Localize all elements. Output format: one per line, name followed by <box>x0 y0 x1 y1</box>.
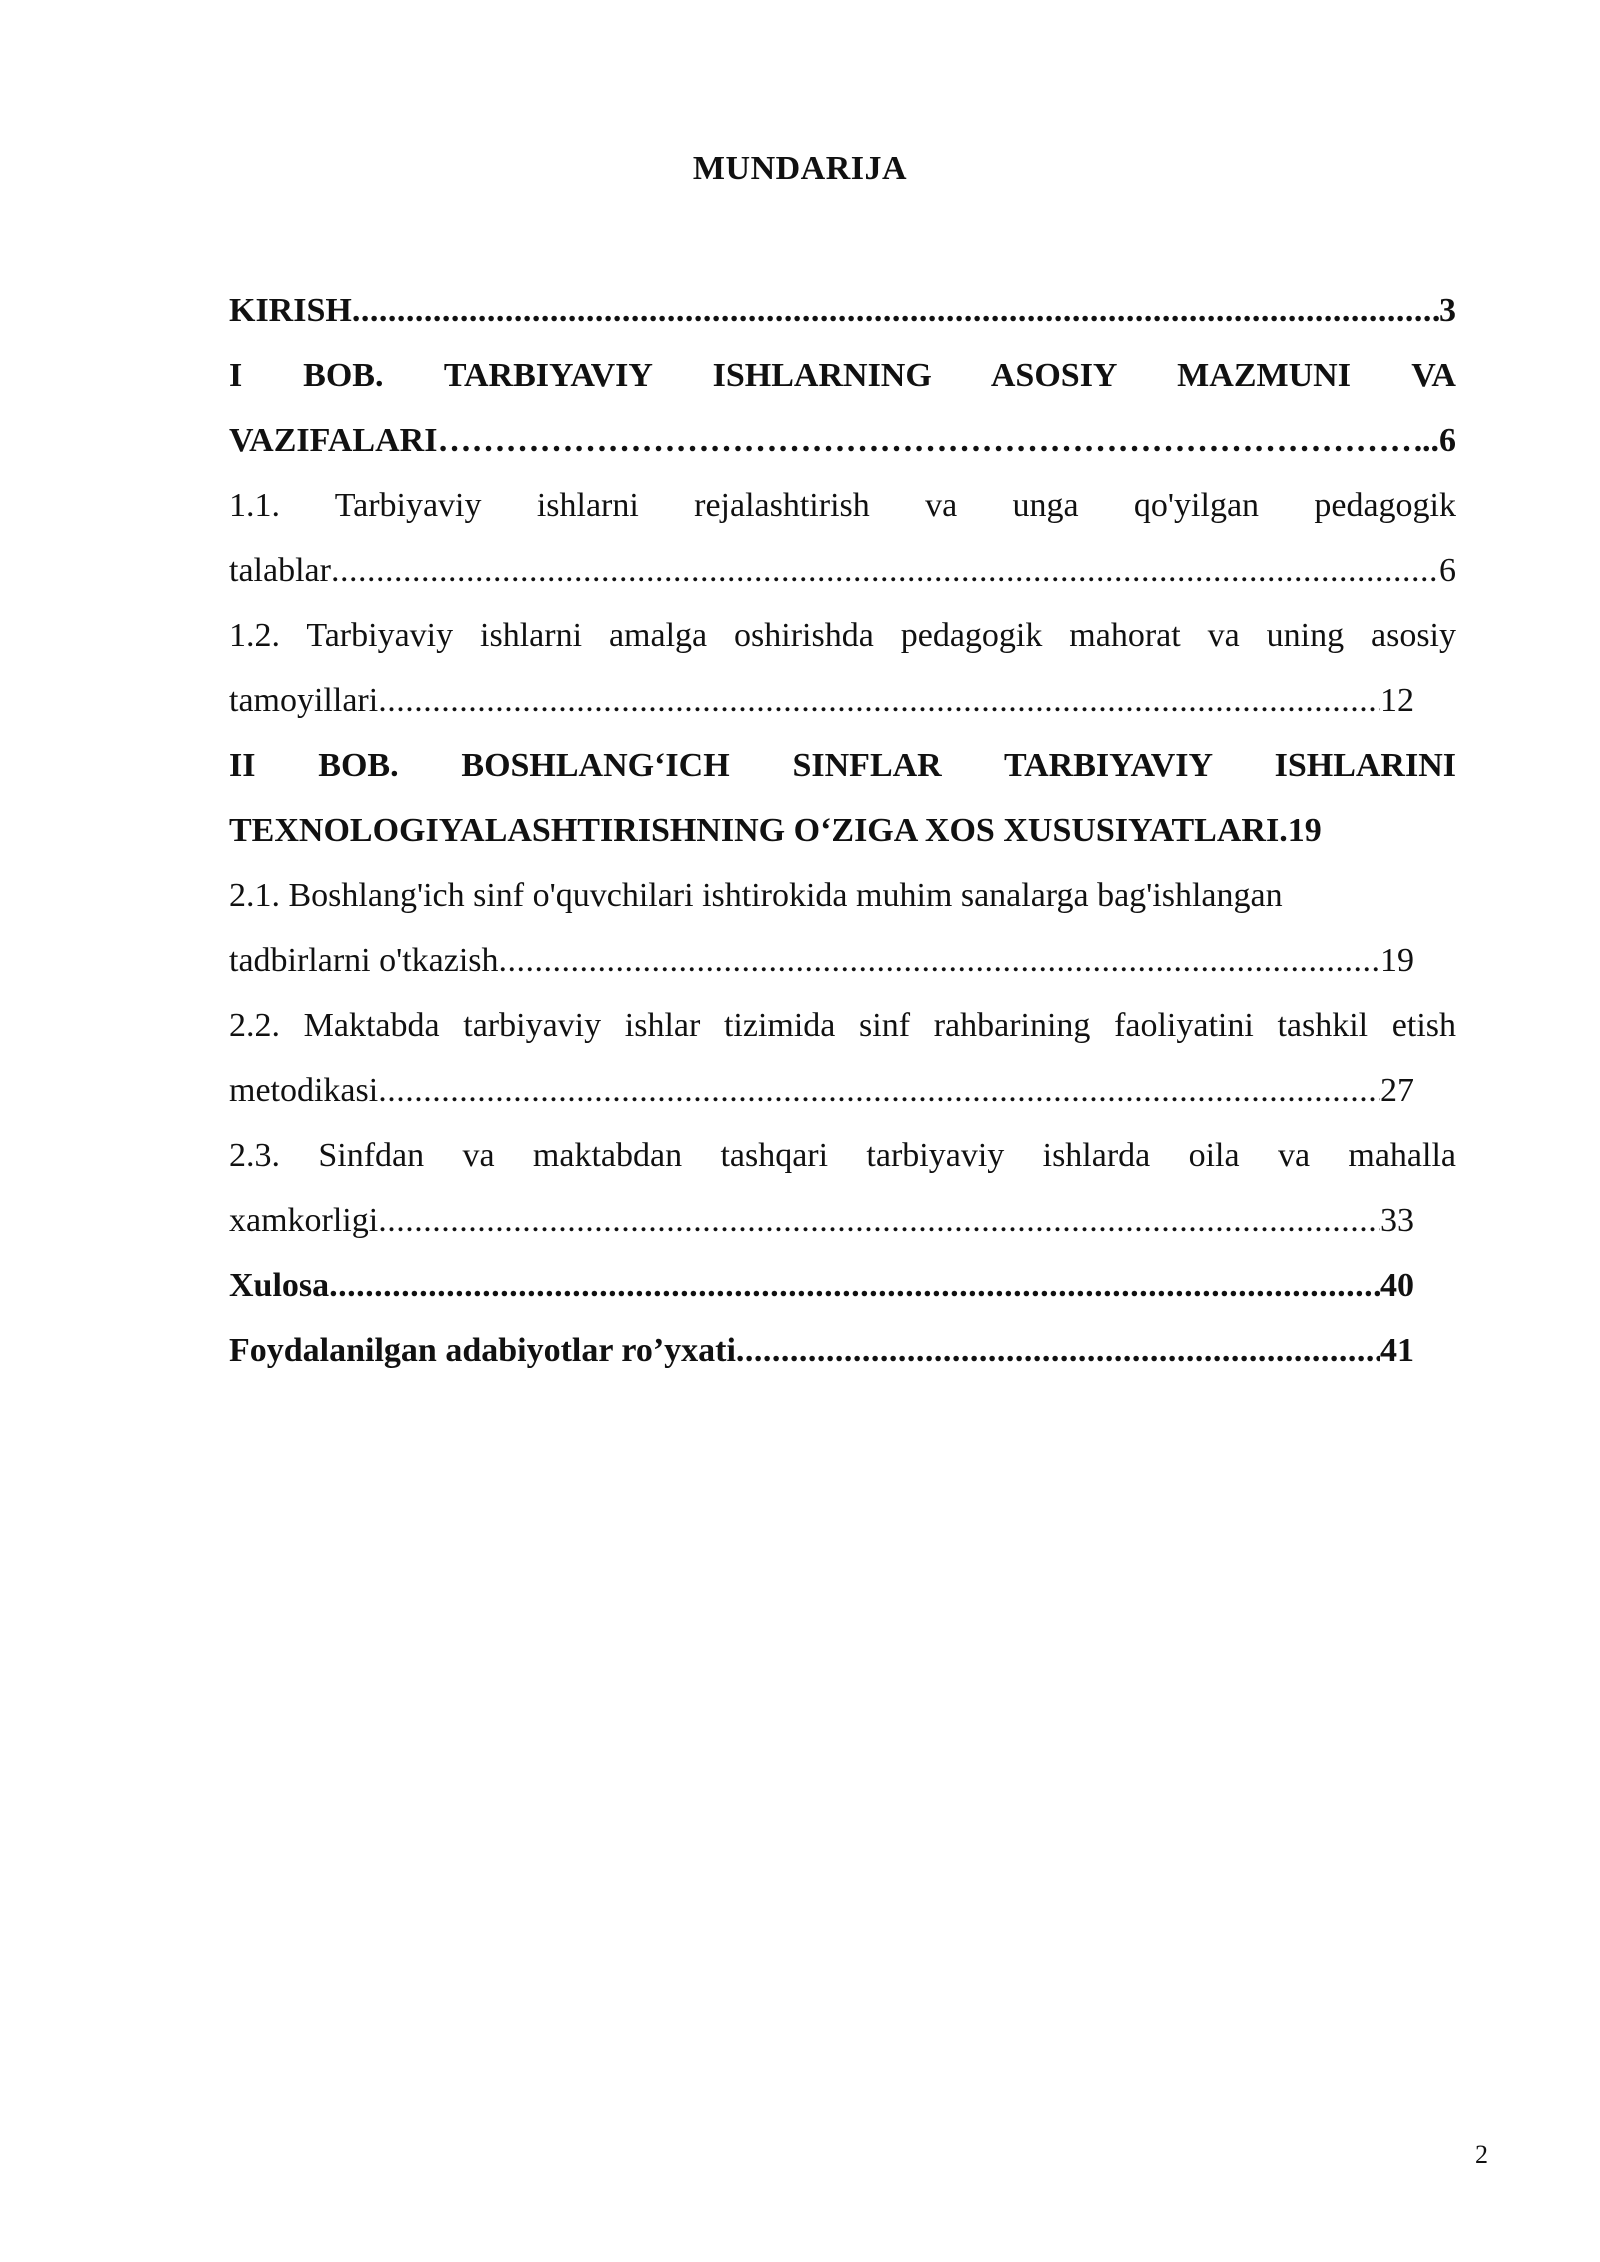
toc-page-number: 41 <box>1380 1332 1414 1369</box>
dot-leader <box>378 1058 1380 1123</box>
toc-entry-label: tadbirlarni o'tkazish <box>229 942 499 979</box>
page-title: MUNDARIJA <box>692 150 908 187</box>
toc-entry-kirish[interactable] <box>229 278 1456 343</box>
dot-leader <box>736 1318 1380 1383</box>
toc-page-number: 6 <box>1439 552 1456 589</box>
toc-entry-2-3-cont[interactable] <box>229 1188 1414 1253</box>
toc-page-number: 33 <box>1380 1202 1414 1239</box>
toc-entry-bob2-cont[interactable] <box>229 798 1456 863</box>
toc-entry-label: 2.2. Maktabda tarbiyaviy ishlar tizimida sinf rahbarining faoliyatini tashkil etish <box>229 1007 1456 1044</box>
toc-entry-label: 1.1. Tarbiyaviy ishlarni rejalashtirish va unga qo'yilgan pedagogik <box>229 487 1456 524</box>
toc-entry-bob2[interactable] <box>229 733 1456 798</box>
toc-entry-label: Foydalanilgan adabiyotlar ro’yxati <box>229 1332 736 1369</box>
toc-entry-bob1-cont[interactable] <box>229 408 1456 473</box>
page-number: 2 <box>1475 2140 1488 2169</box>
toc-entry-label: Xulosa <box>229 1267 330 1304</box>
dot-leader <box>378 1188 1380 1253</box>
toc-entry-label: I BOB. TARBIYAVIY ISHLARNING ASOSIY MAZMUNI VA <box>229 357 1456 394</box>
toc-entry-1-2[interactable] <box>229 603 1456 668</box>
toc-entry-label: VAZIFALARI <box>229 422 438 459</box>
toc-entry-2-1[interactable] <box>229 863 1456 928</box>
toc-entry-label: 1.2. Tarbiyaviy ishlarni amalga oshirishda pedagogik mahorat va uning asosiy <box>229 617 1456 654</box>
toc-entry-label: tamoyillari <box>229 682 379 719</box>
dot-leader <box>352 278 1439 343</box>
toc-page-number: 12 <box>1380 682 1414 719</box>
toc-entry-xulosa[interactable] <box>229 1253 1414 1318</box>
toc-entry-label: TEXNOLOGIYALASHTIRISHNING O‘ZIGA XOS XUSUSIYATLARI.19 <box>229 812 1322 849</box>
dot-leader <box>329 1253 1380 1318</box>
toc-page-number: 19 <box>1380 942 1414 979</box>
dot-leader <box>331 538 1439 603</box>
toc-entry-2-2-cont[interactable] <box>229 1058 1414 1123</box>
toc-entry-2-3[interactable] <box>229 1123 1456 1188</box>
toc-entry-label: metodikasi <box>229 1072 379 1109</box>
table-of-contents <box>229 278 1456 1383</box>
toc-page-number: 40 <box>1380 1267 1414 1304</box>
toc-entry-1-2-cont[interactable] <box>229 668 1414 733</box>
toc-entry-1-1[interactable] <box>229 473 1456 538</box>
toc-entry-label: talablar <box>229 552 331 589</box>
dot-leader <box>378 668 1380 733</box>
toc-entry-label: xamkorligi <box>229 1202 379 1239</box>
toc-entry-2-2[interactable] <box>229 993 1456 1058</box>
toc-entry-label: KIRISH <box>229 292 352 329</box>
toc-entry-label: II BOB. BOSHLANG‘ICH SINFLAR TARBIYAVIY ISHLARINI <box>229 747 1456 784</box>
dot-leader <box>499 928 1380 993</box>
toc-page-number: 27 <box>1380 1072 1414 1109</box>
toc-entry-label: 2.3. Sinfdan va maktabdan tashqari tarbiyaviy ishlarda oila va mahalla <box>229 1137 1456 1174</box>
toc-entry-adabiyotlar[interactable] <box>229 1318 1414 1383</box>
toc-entry-label: 2.1. Boshlang'ich sinf o'quvchilari ishtirokida muhim sanalarga bag'ishlangan <box>229 877 1283 914</box>
toc-entry-1-1-cont[interactable] <box>229 538 1456 603</box>
toc-entry-2-1-cont[interactable] <box>229 928 1414 993</box>
toc-page-number: 3 <box>1439 292 1456 329</box>
dot-leader <box>437 408 1422 473</box>
toc-page-number: ..6 <box>1422 422 1456 459</box>
toc-entry-bob1[interactable] <box>229 343 1456 408</box>
